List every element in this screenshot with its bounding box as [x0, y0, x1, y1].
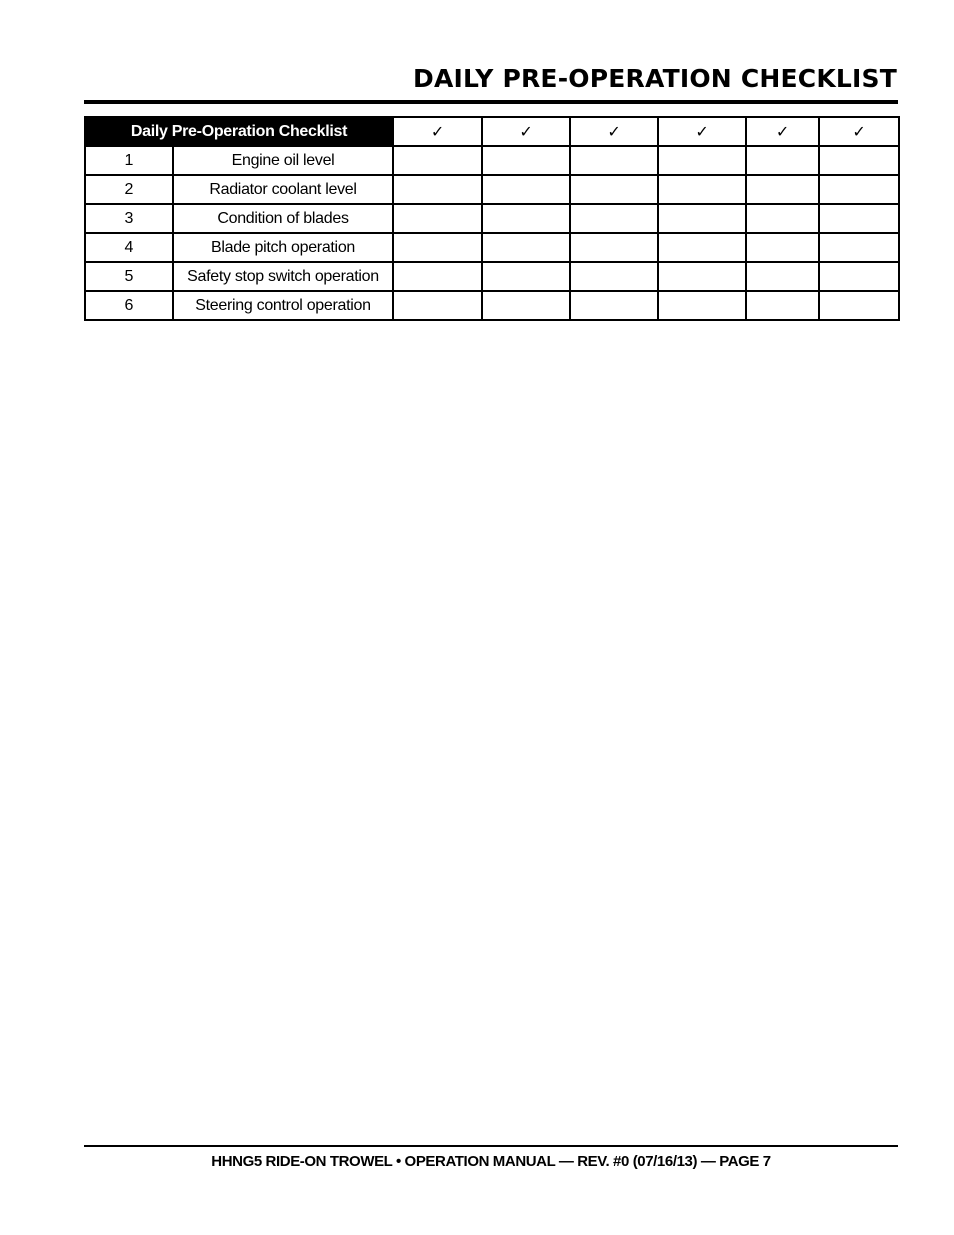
item-number: 4 [85, 233, 173, 262]
item-label: Radiator coolant level [173, 175, 393, 204]
check-cell[interactable] [570, 175, 658, 204]
item-number: 3 [85, 204, 173, 233]
check-cell[interactable] [570, 233, 658, 262]
item-label: Engine oil level [173, 146, 393, 175]
item-label: Condition of blades [173, 204, 393, 233]
check-cell[interactable] [819, 175, 899, 204]
check-cell[interactable] [393, 291, 482, 320]
item-number: 1 [85, 146, 173, 175]
check-cell[interactable] [570, 146, 658, 175]
check-cell[interactable] [746, 233, 819, 262]
check-cell[interactable] [482, 146, 570, 175]
table-row [85, 146, 899, 175]
check-cell[interactable] [393, 146, 482, 175]
item-number: 5 [85, 262, 173, 291]
check-cell[interactable] [393, 233, 482, 262]
footer-divider [84, 1145, 898, 1147]
check-cell[interactable] [746, 146, 819, 175]
item-label: Safety stop switch operation [173, 262, 393, 291]
check-cell[interactable] [482, 175, 570, 204]
check-column-header: ✓ [658, 117, 746, 146]
check-cell[interactable] [570, 204, 658, 233]
check-cell[interactable] [658, 291, 746, 320]
table-row [85, 204, 899, 233]
check-cell[interactable] [819, 146, 899, 175]
item-number: 6 [85, 291, 173, 320]
page-title: DAILY PRE-OPERATION CHECKLIST [413, 64, 897, 93]
check-cell[interactable] [658, 175, 746, 204]
check-cell[interactable] [393, 175, 482, 204]
check-cell[interactable] [393, 262, 482, 291]
check-cell[interactable] [746, 262, 819, 291]
check-column-header: ✓ [746, 117, 819, 146]
check-column-header: ✓ [393, 117, 482, 146]
title-divider [84, 100, 898, 104]
check-cell[interactable] [746, 204, 819, 233]
check-cell[interactable] [658, 233, 746, 262]
item-number: 2 [85, 175, 173, 204]
check-column-header: ✓ [570, 117, 658, 146]
table-header-row [85, 117, 899, 146]
check-cell[interactable] [482, 204, 570, 233]
table-row [85, 175, 899, 204]
check-cell[interactable] [482, 291, 570, 320]
check-column-header: ✓ [819, 117, 899, 146]
check-cell[interactable] [482, 262, 570, 291]
checklist-table [84, 116, 900, 321]
check-cell[interactable] [746, 291, 819, 320]
check-cell[interactable] [658, 204, 746, 233]
item-label: Steering control operation [173, 291, 393, 320]
check-cell[interactable] [819, 262, 899, 291]
check-cell[interactable] [819, 233, 899, 262]
check-cell[interactable] [819, 204, 899, 233]
check-column-header: ✓ [482, 117, 570, 146]
checklist-header: Daily Pre-Operation Checklist [85, 117, 393, 146]
table-row [85, 262, 899, 291]
page-footer: HHNG5 RIDE-ON TROWEL • OPERATION MANUAL — REV. #0 (07/16/13) — PAGE 7 [211, 1153, 771, 1170]
check-cell[interactable] [658, 146, 746, 175]
check-cell[interactable] [819, 291, 899, 320]
item-label: Blade pitch operation [173, 233, 393, 262]
check-cell[interactable] [570, 262, 658, 291]
check-cell[interactable] [658, 262, 746, 291]
check-cell[interactable] [482, 233, 570, 262]
table-row [85, 233, 899, 262]
table-row [85, 291, 899, 320]
check-cell[interactable] [393, 204, 482, 233]
check-cell[interactable] [570, 291, 658, 320]
check-cell[interactable] [746, 175, 819, 204]
